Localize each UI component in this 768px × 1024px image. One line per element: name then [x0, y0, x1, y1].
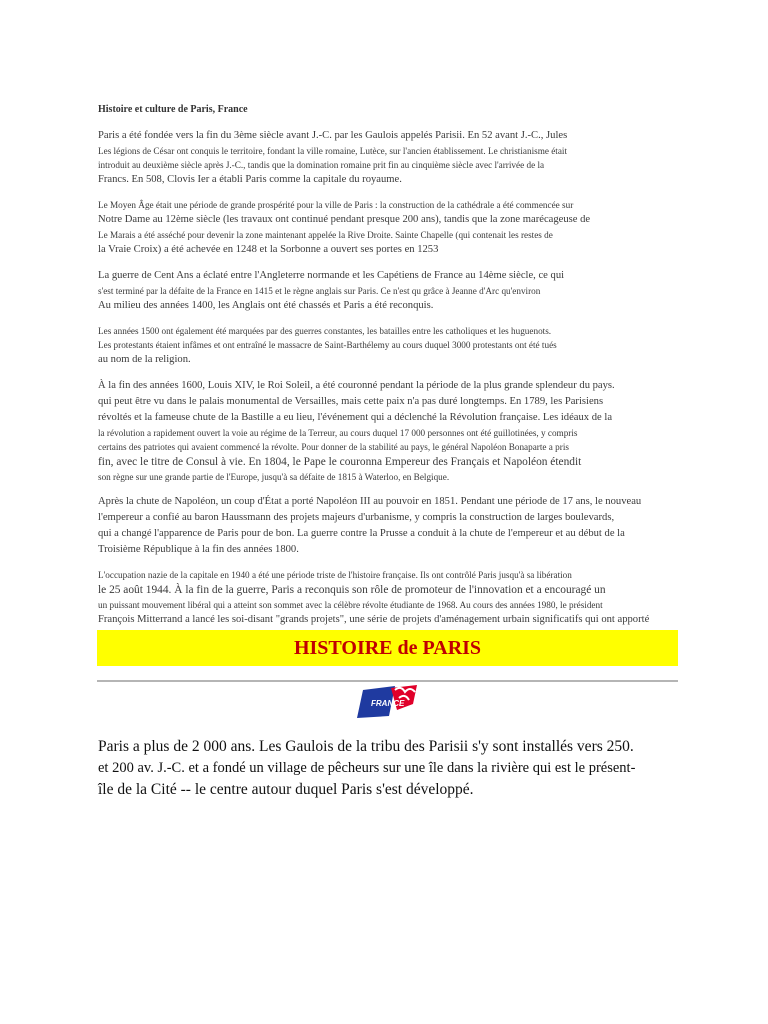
paragraph-line: Notre Dame au 12ème siècle (les travaux ont continué pendant presque 200 ans), tandis que la zone marécageuse de — [98, 214, 591, 225]
paragraph — [98, 378, 678, 484]
paragraph-line: s'est terminé par la défaite de la France en 1415 et le règne anglais sur Paris. Ce n'est qu grâce à Jeanne d'Arc qu'environ — [98, 286, 541, 296]
paragraph-line: Les protestants étaient infâmes et ont entraîné le massacre de Saint-Barthélemy au cours duquel 3000 protestants ont été tués — [98, 340, 557, 350]
paragraph-line: Les années 1500 ont également été marquées par des guerres constantes, les batailles entre les catholiques et les huguenots. — [98, 326, 552, 336]
horizontal-divider — [97, 680, 678, 682]
intro-line: île de la Cité -- le centre autour duquel Paris s'est développé. — [98, 781, 474, 798]
paragraph-line: le 25 août 1944. À la fin de la guerre, Paris a reconquis son rôle de promoteur de l'innovation et a encouragé un — [98, 584, 606, 596]
paragraph — [98, 268, 678, 314]
paragraph-line: Paris a été fondée vers la fin du 3ème siècle avant J.-C. par les Gaulois appelés Parisii. En 52 avant J.-C., Jules — [98, 130, 568, 141]
paragraph-line: la Vraie Croix) a été achevée en 1248 et la Sorbonne a ouvert ses portes en 1253 — [98, 244, 439, 255]
paragraph-line: Troisième République à la fin des années 1800. — [98, 544, 299, 555]
banner-title: HISTOIRE de PARIS — [293, 636, 482, 659]
paragraph-line: un puissant mouvement libéral qui a atteint son sommet avec la célèbre révolte étudiante de 1968. Au cours des années 1980, le président — [98, 600, 603, 610]
paragraph — [98, 494, 678, 558]
paragraph-line: au nom de la religion. — [98, 354, 191, 365]
intro-text — [98, 736, 698, 801]
history-banner — [97, 630, 678, 666]
paragraph-line: qui a changé l'apparence de Paris pour de bon. La guerre contre la Prusse a conduit à la chute de l'empereur et au début de la — [98, 528, 625, 539]
intro-line: Paris a plus de 2 000 ans. Les Gaulois de la tribu des Parisii s'y sont installés vers 250. — [98, 738, 634, 755]
logo-text: FRANCE — [371, 699, 405, 708]
paragraph-line: Le Marais a été asséché pour devenir la zone maintenant appelée la Rive Droite. Sainte Chapelle (qui contenait les restes de — [98, 230, 553, 240]
paragraph-line: Le Moyen Âge était une période de grande prospérité pour la ville de Paris : la construction de la cathédrale a été commencée sur — [98, 200, 574, 210]
paragraph-line: À la fin des années 1600, Louis XIV, le Roi Soleil, a été couronné pendant la période de la plus grande splendeur du pays. — [98, 380, 615, 391]
paragraph-line: l'empereur a confié au baron Haussmann des projets majeurs d'urbanisme, y compris la construction de larges boulevards, — [98, 512, 615, 523]
paragraph-line: François Mitterrand a lancé les soi-disant "grands projets", une série de projets d'aménagement urbain significatifs qui ont apporté — [98, 614, 650, 625]
document-title: Histoire et culture de Paris, France — [98, 104, 248, 115]
paragraph — [98, 198, 678, 258]
paragraphs-container — [98, 128, 678, 644]
intro-line: et 200 av. J.-C. et a fondé un village de pêcheurs sur une île dans la rivière qui est le présent- — [98, 760, 636, 776]
paragraph-line: son règne sur une grande partie de l'Europe, jusqu'à sa défaite de 1815 à Waterloo, en Belgique. — [98, 472, 450, 482]
paragraph-line: la révolution a rapidement ouvert la voie au régime de la Terreur, au cours duquel 17 000 personnes ont été guillotinées, y compris — [98, 428, 578, 438]
france-flag-logo — [355, 684, 423, 720]
france-logo-graphic — [355, 684, 423, 720]
paragraph-line: La guerre de Cent Ans a éclaté entre l'Angleterre normande et les Capétiens de France au 14ème siècle, ce qui — [98, 270, 565, 281]
document-content — [98, 104, 678, 654]
paragraph-line: L'occupation nazie de la capitale en 1940 a été une période triste de l'histoire française. Ils ont contrôlé Paris jusqu'à sa libération — [98, 570, 572, 580]
paragraph-line: révoltés et la fameuse chute de la Bastille a eu lieu, l'événement qui a déclenché la Révolution française. Les idéaux de la — [98, 412, 613, 423]
paragraph-line: Francs. En 508, Clovis Ier a établi Paris comme la capitale du royaume. — [98, 174, 402, 185]
paragraph-line: certains des patriotes qui avaient commencé la révolte. Pour donner de la stabilité au pays, le général Napoléon Bonaparte a pris — [98, 442, 569, 452]
paragraph-line: Les légions de César ont conquis le territoire, fondant la ville romaine, Lutèce, sur l'ancien établissement. Le christianisme était — [98, 146, 568, 156]
paragraph — [98, 128, 678, 188]
paragraph-line: fin, avec le titre de Consul à vie. En 1804, le Pape le couronna Empereur des Français et Napoléon étendit — [98, 456, 582, 468]
paragraph — [98, 324, 678, 368]
paragraph-line: Après la chute de Napoléon, un coup d'État a porté Napoléon III au pouvoir en 1851. Pendant une période de 17 ans, le nouveau — [98, 496, 642, 507]
paragraph-line: qui peut être vu dans le palais monumental de Versailles, mais cette paix n'a pas duré longtemps. En 1789, les Parisiens — [98, 396, 604, 407]
paragraph-line: Au milieu des années 1400, les Anglais ont été chassés et Paris a été reconquis. — [98, 300, 434, 311]
paragraph-line: introduit au deuxième siècle après J.-C., tandis que la domination romaine prit fin au cinquième siècle avec l'arrivée de la — [98, 160, 545, 170]
